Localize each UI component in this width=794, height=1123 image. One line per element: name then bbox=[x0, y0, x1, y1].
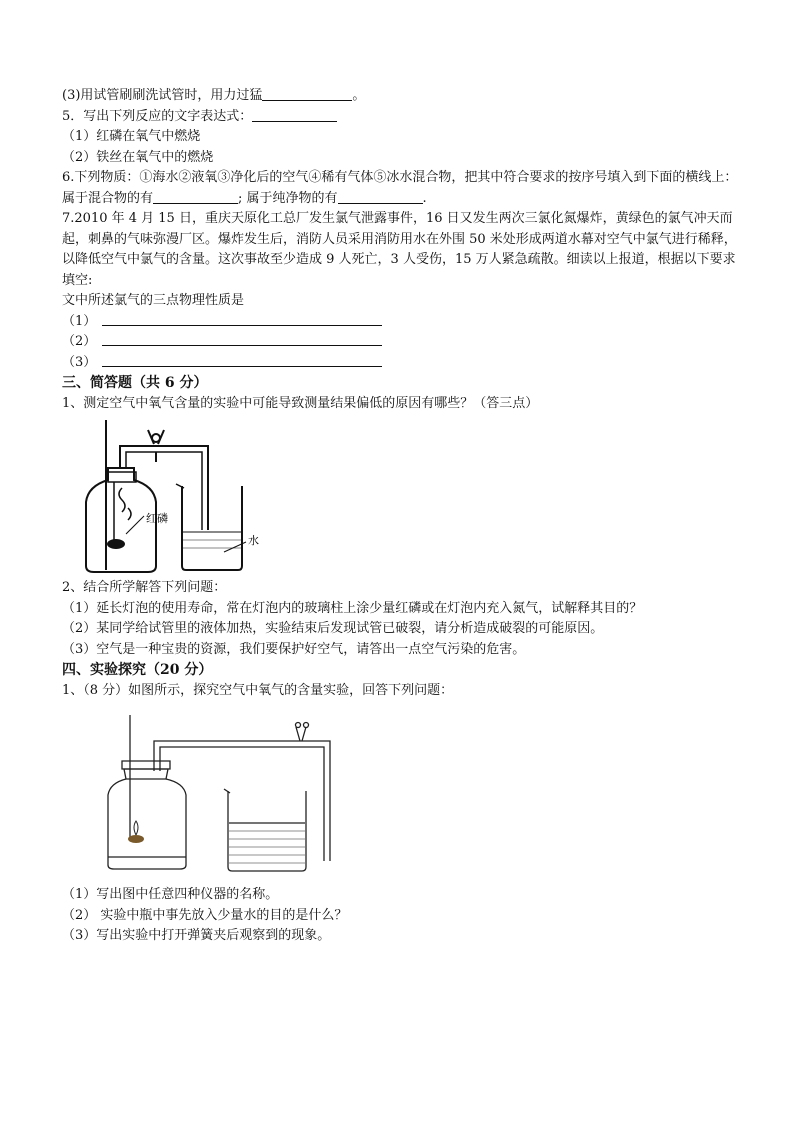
question-text: 5．写出下列反应的文字表达式： bbox=[62, 108, 253, 124]
punctuation: 。 bbox=[352, 88, 366, 103]
section-4-question-1: 1、（8 分）如图所示，探究空气中氧气的含量实验，回答下列问题： bbox=[62, 682, 454, 698]
section-4-question-1-2: （2） 实验中瓶中事先放入少量水的目的是什么？ bbox=[62, 907, 348, 923]
pure-label: ; 属于纯净物的有 bbox=[238, 190, 338, 206]
question-7: 7.2010 年 4 月 15 日，重庆天原化工总厂发生氯气泄露事件，16 日又发生两次三氯化氮爆炸，黄绿色的氯气冲天而起，刺鼻的气味弥漫厂区。爆炸发生后，消防人员采用消防用水在外围 50 米处形成两道水幕对空气中氯气进行稀释，以降低空气中氯气的含量。这次事故至少造成 9 人死亡，3 人受伤，15 万人紧急疏散。细读以上报道，根据以下要求填空: bbox=[62, 211, 737, 288]
section-4-question-1-1: （1）写出图中任意四种仪器的名称。 bbox=[62, 887, 279, 902]
pure-blank[interactable] bbox=[338, 189, 423, 204]
oxygen-apparatus-figure bbox=[72, 416, 312, 576]
answer-line-2 bbox=[62, 332, 742, 353]
question-3-line bbox=[62, 86, 742, 107]
question-6: 6.下列物质：①海水②液氧③净化后的空气④稀有气体⑤冰水混合物，把其中符合要求的按序号填入到下面的横线上： bbox=[62, 170, 738, 185]
question-6-answers bbox=[62, 189, 742, 210]
oxygen-content-apparatus-figure bbox=[100, 711, 370, 881]
answer-number: （3） bbox=[62, 354, 97, 370]
answer-number: （2） bbox=[62, 334, 97, 349]
section-4-title: 四、实验探究（20 分） bbox=[62, 662, 213, 678]
mixture-label: 属于混合物的有 bbox=[62, 190, 154, 206]
answer-rule[interactable] bbox=[102, 354, 382, 367]
punctuation: . bbox=[422, 190, 427, 206]
mixture-blank[interactable] bbox=[153, 189, 238, 204]
question-7-prompt: 文中所述氯气的三点物理性质是 bbox=[62, 293, 245, 308]
exam-page bbox=[62, 86, 742, 947]
combustion-spoon bbox=[128, 835, 144, 843]
section-3-question-2-2: （2）某同学给试管里的液体加热，实验结束后发现试管已破裂，请分析造成破裂的可能原因。 bbox=[62, 621, 604, 636]
answer-blank[interactable] bbox=[252, 107, 337, 122]
section-3-title: 三、简答题（共 6 分） bbox=[62, 375, 208, 391]
answer-rule[interactable] bbox=[102, 333, 382, 346]
question-5-item-1: （1）红磷在氧气中燃烧 bbox=[62, 129, 201, 144]
question-text: (3)用试管刷刷洗试管时，用力过猛 bbox=[62, 88, 263, 103]
section-3-question-2-1: （1）延长灯泡的使用寿命，常在灯泡内的玻璃柱上涂少量红磷或在灯泡内充入氮气，试解释其目的？ bbox=[62, 600, 643, 616]
question-5-item-2: （2）铁丝在氧气中的燃烧 bbox=[62, 149, 214, 165]
section-4-question-1-3: （3）写出实验中打开弹簧夹后观察到的现象。 bbox=[62, 928, 331, 943]
answer-line-3 bbox=[62, 353, 742, 374]
question-5 bbox=[62, 107, 742, 128]
red-phosphorus-label: 红磷 bbox=[146, 512, 168, 525]
section-3-question-1: 1、测定空气中氧气含量的实验中可能导致测量结果偏低的原因有哪些？（答三点） bbox=[62, 395, 539, 411]
answer-rule[interactable] bbox=[102, 313, 382, 326]
water-label: 水 bbox=[248, 534, 259, 547]
answer-number: （1） bbox=[62, 313, 97, 329]
section-3-question-2-3: （3）空气是一种宝贵的资源，我们要保护好空气，请答出一点空气污染的危害。 bbox=[62, 641, 526, 657]
answer-blank[interactable] bbox=[262, 86, 352, 101]
section-3-question-2: 2、结合所学解答下列问题： bbox=[62, 580, 227, 595]
answer-line-1 bbox=[62, 312, 742, 333]
